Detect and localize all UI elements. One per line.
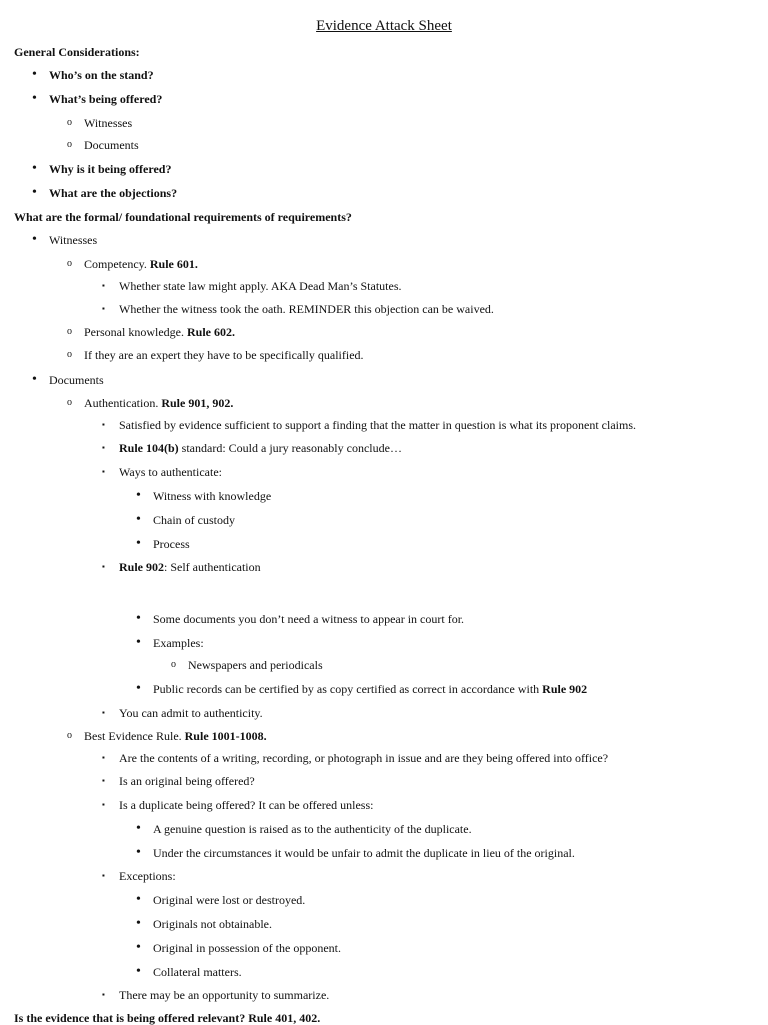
bullet-icon: •: [136, 916, 141, 931]
list-item: [102, 706, 263, 720]
list-item: [136, 940, 341, 955]
item-text: Authentication.: [84, 396, 159, 410]
list-item: [67, 325, 235, 339]
bullet-icon: •: [32, 232, 37, 247]
rule-reference: Rule 902: [542, 682, 588, 696]
rule-reference: Rule 902: [119, 560, 164, 574]
item-text: Best Evidence Rule.: [84, 729, 182, 743]
square-bullet-icon: ▪: [102, 281, 105, 290]
list-item: [136, 681, 588, 696]
list-item: [32, 185, 178, 200]
list-item: [102, 751, 609, 765]
item-text: Exceptions:: [119, 869, 176, 883]
item-text: Some documents you don’t need a witness to appear in court for.: [153, 612, 465, 626]
item-text: A genuine question is raised as to the authenticity of the duplicate.: [153, 822, 472, 836]
bullet-icon: •: [136, 964, 141, 979]
item-text: Witness with knowledge: [153, 489, 272, 503]
item-text: If they are an expert they have to be specifically qualified.: [84, 348, 364, 362]
square-bullet-icon: ▪: [102, 800, 105, 809]
item-text: Originals not obtainable.: [153, 917, 272, 931]
item-text: Examples:: [153, 636, 204, 650]
list-item: [102, 302, 494, 316]
list-item: [32, 232, 98, 247]
list-item: [136, 488, 272, 503]
rule-reference: Rule 602.: [186, 325, 235, 339]
circle-bullet-icon: o: [67, 139, 72, 150]
square-bullet-icon: ▪: [102, 304, 105, 313]
list-item: [102, 465, 222, 479]
item-text: Chain of custody: [153, 513, 235, 527]
bullet-icon: •: [136, 536, 141, 551]
section-heading: [14, 1011, 320, 1025]
item-text: Whether state law might apply. AKA Dead Man’s Statutes.: [119, 279, 402, 293]
square-bullet-icon: ▪: [102, 708, 105, 717]
bullet-icon: •: [136, 488, 141, 503]
list-item: [102, 988, 330, 1002]
circle-bullet-icon: o: [67, 349, 72, 360]
item-text: You can admit to authenticity.: [119, 706, 263, 720]
item-text: General Considerations:: [14, 45, 140, 59]
item-text: Original in possession of the opponent.: [153, 941, 341, 955]
item-text: Witnesses: [49, 233, 98, 247]
item-text: Original were lost or destroyed.: [153, 893, 306, 907]
document-title: Evidence Attack Sheet: [316, 18, 452, 34]
item-text: Whether the witness took the oath. REMINDER this objection can be waived.: [119, 302, 494, 316]
list-item: [67, 396, 234, 410]
circle-bullet-icon: o: [67, 397, 72, 408]
item-text: Satisfied by evidence sufficient to support a finding that the matter in question is what its proponent claims.: [119, 418, 637, 432]
item-text: Competency.: [84, 257, 147, 271]
list-item: [32, 67, 154, 82]
bullet-icon: •: [136, 681, 141, 696]
item-text: Public records can be certified by as copy certified as correct in accordance with: [153, 682, 540, 696]
bullet-icon: •: [136, 845, 141, 860]
rule-reference: Rule 601.: [149, 257, 198, 271]
item-text: Personal knowledge.: [84, 325, 184, 339]
square-bullet-icon: ▪: [102, 467, 105, 476]
rule-reference: Rule 1001-1008.: [184, 729, 267, 743]
item-text: What’s being offered?: [49, 92, 163, 106]
section-heading: [14, 45, 140, 59]
list-item: [136, 892, 306, 907]
list-item: [136, 845, 575, 860]
item-text: Why is it being offered?: [49, 162, 172, 176]
item-text: Documents: [84, 138, 139, 152]
square-bullet-icon: ▪: [102, 753, 105, 762]
list-item: [136, 916, 272, 931]
item-text: Is a duplicate being offered? It can be offered unless:: [119, 798, 374, 812]
circle-bullet-icon: o: [67, 326, 72, 337]
item-text: What are the objections?: [49, 186, 178, 200]
list-item: [32, 161, 172, 176]
circle-bullet-icon: o: [67, 258, 72, 269]
section-heading: [14, 210, 352, 224]
item-text: There may be an opportunity to summarize.: [119, 988, 330, 1002]
item-text: Who’s on the stand?: [49, 68, 154, 82]
list-item: [67, 138, 139, 152]
bullet-icon: •: [32, 161, 37, 176]
bullet-icon: •: [32, 91, 37, 106]
item-text: Collateral matters.: [153, 965, 242, 979]
item-text: Are the contents of a writing, recording, or photograph in issue and are they being offered into office?: [119, 751, 609, 765]
circle-bullet-icon: o: [67, 730, 72, 741]
list-item: [32, 91, 163, 106]
list-item: [67, 348, 364, 362]
bullet-icon: •: [136, 821, 141, 836]
item-text: Process: [153, 537, 190, 551]
list-item: [32, 372, 104, 387]
list-item: [136, 536, 190, 551]
list-item: [136, 635, 204, 650]
list-item: [136, 512, 235, 527]
list-item: [102, 774, 255, 788]
square-bullet-icon: ▪: [102, 562, 105, 571]
item-text: Is the evidence that is being offered relevant? Rule 401, 402.: [14, 1011, 321, 1025]
bullet-icon: •: [136, 940, 141, 955]
item-text: standard: Could a jury reasonably conclude…: [181, 441, 402, 455]
square-bullet-icon: ▪: [102, 443, 105, 452]
square-bullet-icon: ▪: [102, 871, 105, 880]
circle-bullet-icon: o: [67, 117, 72, 128]
bullet-icon: •: [136, 611, 141, 626]
rule-reference: Rule 901, 902.: [161, 396, 234, 410]
list-item: [102, 869, 176, 883]
square-bullet-icon: ▪: [102, 990, 105, 999]
list-item: [171, 658, 323, 672]
list-item: [102, 279, 402, 293]
item-text: : Self authentication: [164, 560, 261, 574]
bullet-icon: •: [32, 67, 37, 82]
list-item: [67, 729, 267, 743]
bullet-icon: •: [32, 372, 37, 387]
bullet-icon: •: [136, 635, 141, 650]
list-item: [67, 257, 198, 271]
list-item: [136, 821, 472, 836]
circle-bullet-icon: o: [171, 659, 176, 670]
item-text: Witnesses: [84, 116, 133, 130]
list-item: [67, 116, 133, 130]
list-item: [102, 441, 402, 455]
list-item: [102, 560, 261, 574]
item-text: Is an original being offered?: [119, 774, 255, 788]
rule-reference: Rule 104(b): [119, 441, 179, 455]
square-bullet-icon: ▪: [102, 420, 105, 429]
bullet-icon: •: [136, 892, 141, 907]
bullet-icon: •: [32, 185, 37, 200]
list-item: [102, 798, 374, 812]
item-text: Ways to authenticate:: [119, 465, 222, 479]
square-bullet-icon: ▪: [102, 776, 105, 785]
item-text: Newspapers and periodicals: [188, 658, 323, 672]
item-text: What are the formal/ foundational requirements of requirements?: [14, 210, 352, 224]
list-item: [136, 964, 242, 979]
list-item: [136, 611, 465, 626]
list-item: [102, 418, 637, 432]
item-text: Documents: [49, 373, 104, 387]
bullet-icon: •: [136, 512, 141, 527]
item-text: Under the circumstances it would be unfair to admit the duplicate in lieu of the original.: [153, 846, 575, 860]
